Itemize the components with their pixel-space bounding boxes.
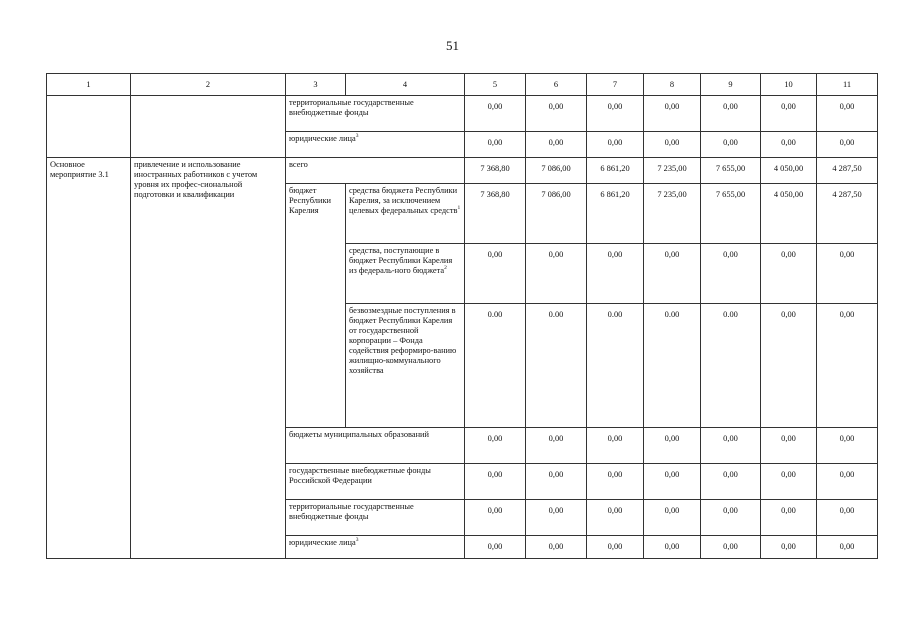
value-cell: 0,00: [817, 304, 878, 428]
value-cell: 0,00: [701, 464, 761, 500]
value-cell: 7 655,00: [701, 158, 761, 184]
value-cell: 4 050,00: [761, 184, 817, 244]
value-cell: 0,00: [701, 536, 761, 559]
value-cell: 0,00: [465, 132, 526, 158]
value-cell: 0,00: [465, 464, 526, 500]
source-label: юридические лица$^3$: [286, 536, 465, 559]
value-cell: 0,00: [644, 132, 701, 158]
value-cell: 0,00: [701, 132, 761, 158]
value-cell: 0,00: [526, 500, 587, 536]
value-cell: 0,00: [644, 464, 701, 500]
empty-cell: [131, 96, 286, 158]
value-cell: 0,00: [817, 536, 878, 559]
value-cell: 0,00: [465, 428, 526, 464]
table-row: [47, 96, 878, 132]
column-number: 7: [587, 74, 644, 96]
value-cell: 0,00: [761, 428, 817, 464]
value-cell: 0,00: [587, 132, 644, 158]
funding-table: [46, 73, 878, 559]
value-cell: 7 368,80: [465, 184, 526, 244]
source-label: государственные внебюджетные фонды Российской Федерации: [286, 464, 465, 500]
value-cell: 0,00: [644, 536, 701, 559]
value-cell: 0,00: [526, 428, 587, 464]
value-cell: 0,00: [587, 536, 644, 559]
source-label: всего: [286, 158, 465, 184]
column-number: 5: [465, 74, 526, 96]
value-cell: 0,00: [587, 464, 644, 500]
source-label: территориальные государственные внебюджетные фонды: [286, 500, 465, 536]
source-label: средства, поступающие в бюджет Республики Карелия из федераль-ного бюджета$^2$: [346, 244, 465, 304]
value-cell: 0,00: [817, 132, 878, 158]
value-cell: 0,00: [644, 500, 701, 536]
column-number: 11: [817, 74, 878, 96]
value-cell: 7 086,00: [526, 158, 587, 184]
column-number: 9: [701, 74, 761, 96]
value-cell: 0,00: [644, 244, 701, 304]
value-cell: 0,00: [761, 464, 817, 500]
column-number: 1: [47, 74, 131, 96]
value-cell: 0,00: [465, 500, 526, 536]
value-cell: 0,00: [644, 428, 701, 464]
value-cell: 4 287,50: [817, 158, 878, 184]
value-cell: 0,00: [701, 244, 761, 304]
value-cell: 0,00: [587, 428, 644, 464]
value-cell: 0,00: [701, 96, 761, 132]
source-label: средства бюджета Республики Карелия, за исключением целевых федеральных средств$^1$: [346, 184, 465, 244]
value-cell: 0,00: [587, 96, 644, 132]
value-cell: 0.00: [587, 304, 644, 428]
measure-name: Основное мероприятие 3.1: [47, 158, 131, 559]
value-cell: 6 861,20: [587, 158, 644, 184]
value-cell: 0,00: [817, 96, 878, 132]
column-number: 10: [761, 74, 817, 96]
budget-group-label: бюджет Республики Карелия: [286, 184, 346, 428]
empty-cell: [47, 96, 131, 158]
column-number: 6: [526, 74, 587, 96]
value-cell: 0,00: [817, 428, 878, 464]
source-label: юридические лица$^3$: [286, 132, 465, 158]
value-cell: 6 861,20: [587, 184, 644, 244]
value-cell: 0,00: [526, 96, 587, 132]
value-cell: 7 235,00: [644, 184, 701, 244]
value-cell: 4 050,00: [761, 158, 817, 184]
value-cell: 0,00: [761, 304, 817, 428]
value-cell: 0,00: [761, 500, 817, 536]
value-cell: 0,00: [526, 132, 587, 158]
column-number: 2: [131, 74, 286, 96]
value-cell: 0,00: [465, 536, 526, 559]
value-cell: 0,00: [761, 96, 817, 132]
column-number: 4: [346, 74, 465, 96]
value-cell: 0.00: [465, 304, 526, 428]
source-label: безвозмездные поступления в бюджет Республики Карелия от государственной корпорации – Фонда содействия реформиро-ванию жилищно-коммунального хозяйства: [346, 304, 465, 428]
value-cell: 7 368,80: [465, 158, 526, 184]
value-cell: 0,00: [465, 244, 526, 304]
page-number: 51: [446, 38, 459, 53]
value-cell: 0,00: [587, 244, 644, 304]
value-cell: 0.00: [644, 304, 701, 428]
column-number: 8: [644, 74, 701, 96]
source-label: бюджеты муниципальных образований: [286, 428, 465, 464]
value-cell: 0,00: [761, 244, 817, 304]
value-cell: 0,00: [817, 464, 878, 500]
value-cell: 0,00: [526, 244, 587, 304]
value-cell: 0,00: [761, 536, 817, 559]
value-cell: 0,00: [465, 96, 526, 132]
value-cell: 0.00: [701, 304, 761, 428]
column-number-row: [47, 74, 878, 96]
value-cell: 0,00: [526, 536, 587, 559]
source-label: территориальные государственные внебюджетные фонды: [286, 96, 465, 132]
measure-description: привлечение и использование иностранных работников с учетом уровня их профес-сиональной подготовки и квалификации: [131, 158, 286, 559]
table-row: [47, 158, 878, 184]
value-cell: 7 235,00: [644, 158, 701, 184]
value-cell: 7 655,00: [701, 184, 761, 244]
value-cell: 0,00: [761, 132, 817, 158]
column-number: 3: [286, 74, 346, 96]
value-cell: 0,00: [817, 500, 878, 536]
value-cell: 0,00: [644, 96, 701, 132]
value-cell: 4 287,50: [817, 184, 878, 244]
value-cell: 0,00: [587, 500, 644, 536]
value-cell: 0,00: [526, 464, 587, 500]
value-cell: 0.00: [526, 304, 587, 428]
value-cell: 0,00: [701, 500, 761, 536]
value-cell: 0,00: [817, 244, 878, 304]
value-cell: 7 086,00: [526, 184, 587, 244]
value-cell: 0,00: [701, 428, 761, 464]
